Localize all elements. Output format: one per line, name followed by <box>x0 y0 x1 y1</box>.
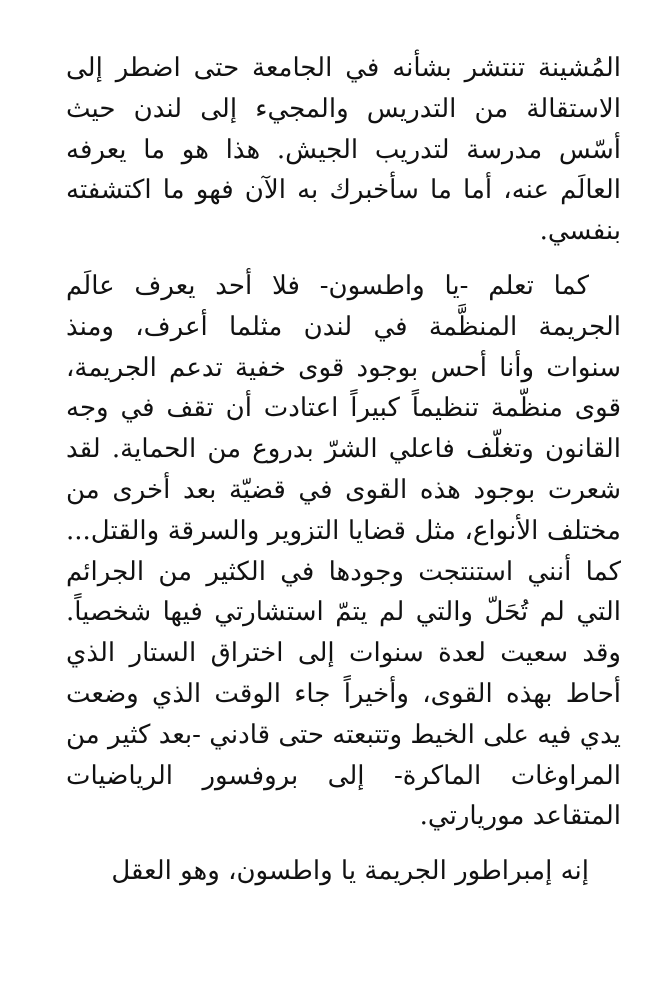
paragraph-3: إنه إمبراطور الجريمة يا واطسون، وهو العقل <box>111 856 589 887</box>
paragraph-1: المُشينة تنتشر بشأنه في الجامعة حتى اضطر إلى الاستقالة من التدريس والمجيء إلى لندن حيث أسّس مدرسة لتدريب الجيش. هذا هو ما يعرفه العالَم عنه، أما ما سأخبرك به الآن فهو ما اكتشفته بنفسي. <box>66 53 621 247</box>
book-page <box>66 48 621 892</box>
paragraph-2: كما تعلم -يا واطسون- فلا أحد يعرف عالَم الجريمة المنظَّمة في لندن مثلما أعرف، ومنذ سنوات وأنا أحس بوجود قوى خفية تدعم الجريمة، قوى منظّمة تنظيماً كبيراً اعتادت أن تقف في وجه القانون وتغلّف فاعلي الشرّ بدروع من الحماية. لقد شعرت بوجود هذه القوى في قضيّة بعد أخرى من مختلف الأنواع، مثل قضايا التزوير والسرقة والقتل... كما أنني استنتجت وجودها في الكثير من الجرائم التي لم تُحَلّ والتي لم يتمّ استشارتي فيها شخصياً. وقد سعيت لعدة سنوات إلى اختراق الستار الذي أحاط بهذه القوى، وأخيراً جاء الوقت الذي وضعت يدي فيه على الخيط وتتبعته حتى قادني -بعد كثير من المراوغات الماكرة- إلى بروفسور الرياضيات المتقاعد موريارتي. <box>66 270 621 832</box>
